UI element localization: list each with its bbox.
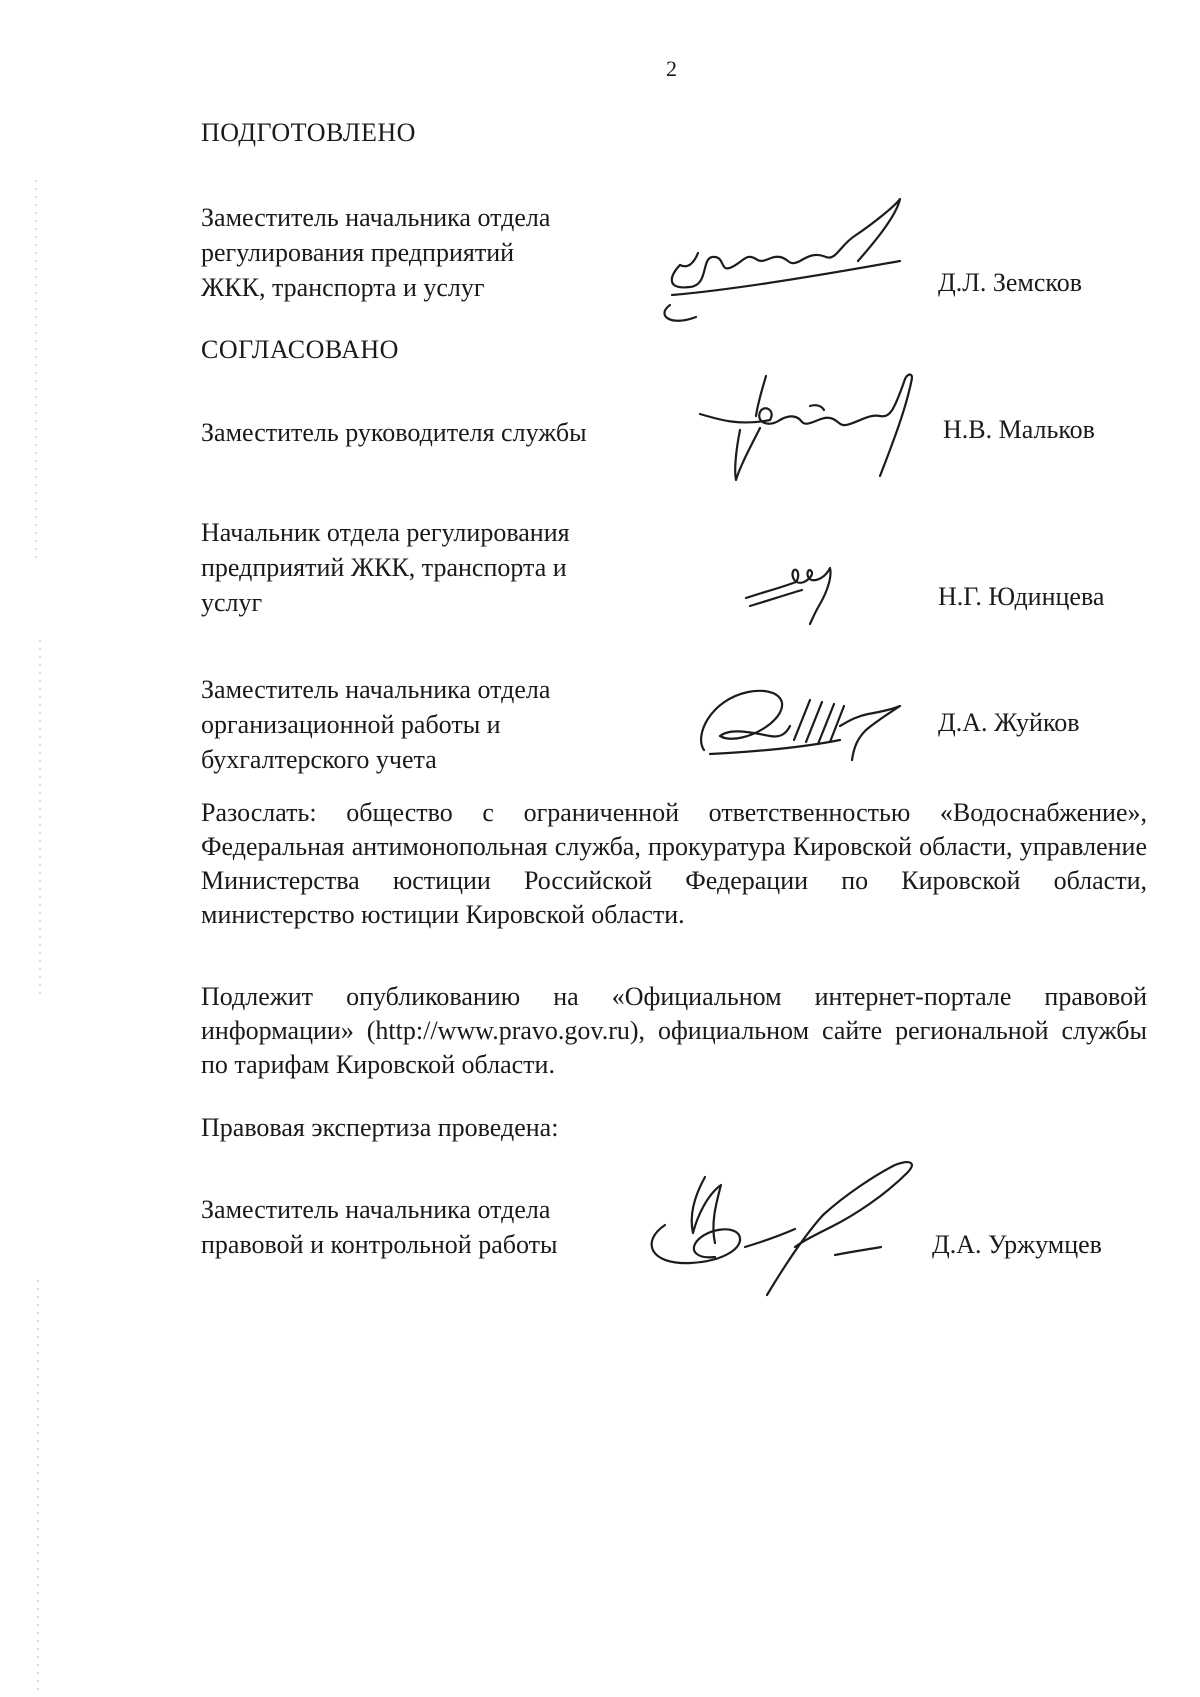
agreed-heading: СОГЛАСОВАНО (201, 335, 399, 364)
signatory-name-zemskov: Д.Л. Земсков (938, 268, 1083, 297)
page-number: 2 (666, 56, 677, 81)
handwritten-signature-zhuykov (690, 680, 910, 770)
signatory-name-zhuykov: Д.А. Жуйков (938, 708, 1080, 737)
signatory-name-yudintseva: Н.Г. Юдинцева (938, 582, 1105, 611)
signatory-position-urzhumtsev: Заместитель начальника отдела правовой и контрольной работы (201, 1195, 558, 1259)
signatory-name-urzhumtsev: Д.А. Уржумцев (932, 1230, 1102, 1259)
handwritten-signature-zemskov (660, 195, 930, 335)
handwritten-signature-malkov (690, 370, 940, 500)
signatory-position-zhuykov: Заместитель начальника отдела организационной работы и бухгалтерского учета (201, 675, 551, 774)
distribution-list-paragraph: Разослать: общество с ограниченной ответственностью «Водоснабжение», Федеральная антимонопольная служба, прокуратура Кировской области, управление Министерства юстиции Российской Федерации по Кировской области, министерство юстиции Кировской области. (201, 798, 1147, 929)
signatory-position-yudintseva: Начальник отдела регулирования предприятий ЖКК, транспорта и услуг (201, 518, 570, 617)
handwritten-signature-urzhumtsev (635, 1155, 945, 1295)
signatory-position-malkov: Заместитель руководителя службы (201, 418, 587, 447)
handwritten-signature-yudintseva (740, 560, 870, 630)
legal-review-heading: Правовая экспертиза проведена: (201, 1113, 559, 1142)
publication-notice-paragraph: Подлежит опубликованию на «Официальном интернет-портале правовой информации» (http://www.pravo.gov.ru), официальном сайте региональной службы по тарифам Кировской области. (201, 982, 1147, 1079)
signatory-position-zemskov: Заместитель начальника отдела регулирования предприятий ЖКК, транспорта и услуг (201, 203, 551, 302)
prepared-heading: ПОДГОТОВЛЕНО (201, 118, 416, 147)
signatory-name-malkov: Н.В. Мальков (943, 415, 1095, 444)
